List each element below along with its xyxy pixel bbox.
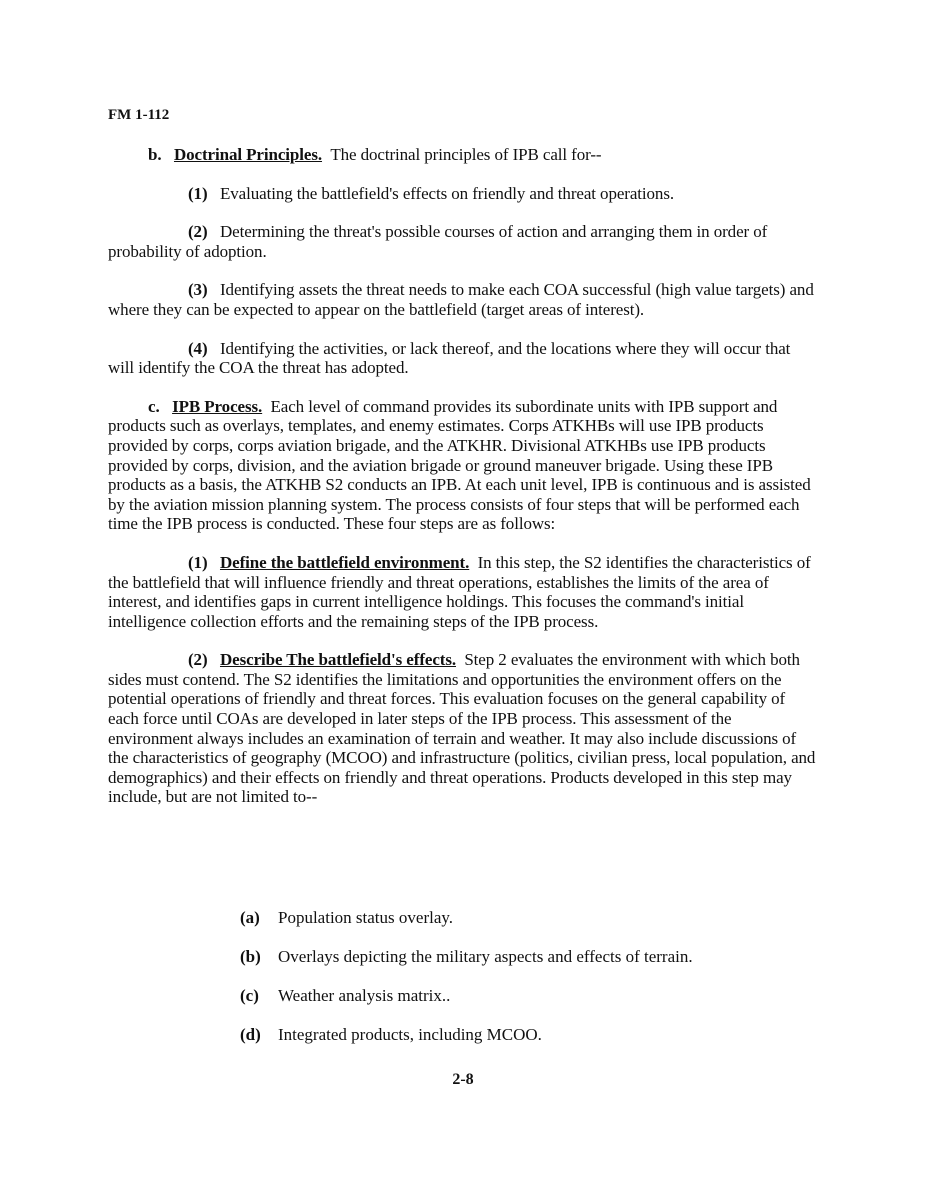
product-item-text: Weather analysis matrix.. xyxy=(278,986,451,1005)
page-number: 2-8 xyxy=(452,1071,474,1088)
list-item-b3 xyxy=(108,280,818,319)
product-item-text: Population status overlay. xyxy=(278,908,454,927)
product-item-label: (a) xyxy=(240,908,260,927)
paragraph-c xyxy=(108,397,818,534)
step-1 xyxy=(108,553,818,631)
list-item-number: (4) xyxy=(188,338,208,358)
product-item-label: (b) xyxy=(240,947,261,966)
product-item-text: Overlays depicting the military aspects and effects of terrain. xyxy=(278,947,693,966)
product-item-label: (c) xyxy=(240,986,259,1005)
product-item-text: Integrated products, including MCOO. xyxy=(278,1025,542,1044)
list-item-number: (2) xyxy=(188,222,208,242)
step-number: (1) xyxy=(188,552,208,572)
step-text: In this step, the S2 identifies the characteristics of the battlefield that will influence friendly and threat operations, establishes the limits of the area of interest, and identifies gaps in current intelligence holdings. This focuses the command's initial intelligence collection efforts and the remaining steps of the IPB process. xyxy=(108,552,811,631)
step-heading: Define the battlefield environment. xyxy=(219,552,470,572)
list-item-number: (1) xyxy=(188,183,208,203)
product-item-b xyxy=(240,947,693,967)
running-header: FM 1-112 xyxy=(108,107,170,123)
list-item-text: Determining the threat's possible courses of action and arranging them in order of probability of adoption. xyxy=(108,222,768,261)
product-item-c xyxy=(240,986,450,1006)
paragraph-b-heading: Doctrinal Principles. xyxy=(173,145,323,164)
paragraph-c-label: c. xyxy=(148,396,160,416)
body-text xyxy=(108,145,818,826)
product-item-a xyxy=(240,908,453,928)
step-heading: Describe The battlefield's effects. xyxy=(219,650,456,670)
product-item-d xyxy=(240,1025,542,1045)
product-item-label: (d) xyxy=(240,1025,261,1044)
paragraph-b-intro: The doctrinal principles of IPB call for-- xyxy=(330,145,602,164)
list-item-text: Identifying assets the threat needs to make each COA successful (high value targets) and where they can be expected to appear on the battlefield (target areas of interest). xyxy=(108,280,814,319)
paragraph-c-heading: IPB Process. xyxy=(172,396,263,416)
paragraph-b-label: b. xyxy=(148,145,162,164)
list-item-b4 xyxy=(108,339,818,378)
list-item-b1 xyxy=(108,184,818,204)
list-item-text: Evaluating the battlefield's effects on friendly and threat operations. xyxy=(219,183,675,203)
list-item-number: (3) xyxy=(188,280,208,300)
list-item-text: Identifying the activities, or lack thereof, and the locations where they will occur that will identify the COA the threat has adopted. xyxy=(108,338,791,378)
step-text: Step 2 evaluates the environment with which both sides must contend. The S2 identifies the limitations and opportunities the environment offers on the potential operations of friendly and threat forces. This evaluation focuses on the general capability of each force until COAs are developed in later steps of the IPB process. This assessment of the environment always includes an examination of terrain and weather. It may also include discussions of the characteristics of geography (MCOO) and infrastructure (politics, civilian press, local population, and demographics) and their effects on friendly and threat operations. Products developed in this step may include, but are not limited to-- xyxy=(108,650,816,807)
paragraph-b xyxy=(108,145,818,165)
list-item-b2 xyxy=(108,222,818,261)
step-2 xyxy=(108,650,818,807)
paragraph-c-text: Each level of command provides its subordinate units with IPB support and products such as overlays, templates, and enemy estimates. Corps ATKHBs will use IPB products provided by corps, corps aviation brigade, and the ATKHR. Divisional ATKHBs use IPB products provided by corps, division, and the aviation brigade or ground maneuver brigade. Using these IPB products as a basis, the ATKHB S2 conducts an IPB. At each unit level, IPB is continuous and is assisted by the aviation mission planning system. The process consists of four steps that will be performed each time the IPB process is conducted. These four steps are as follows: xyxy=(108,396,811,534)
step-number: (2) xyxy=(188,650,208,670)
